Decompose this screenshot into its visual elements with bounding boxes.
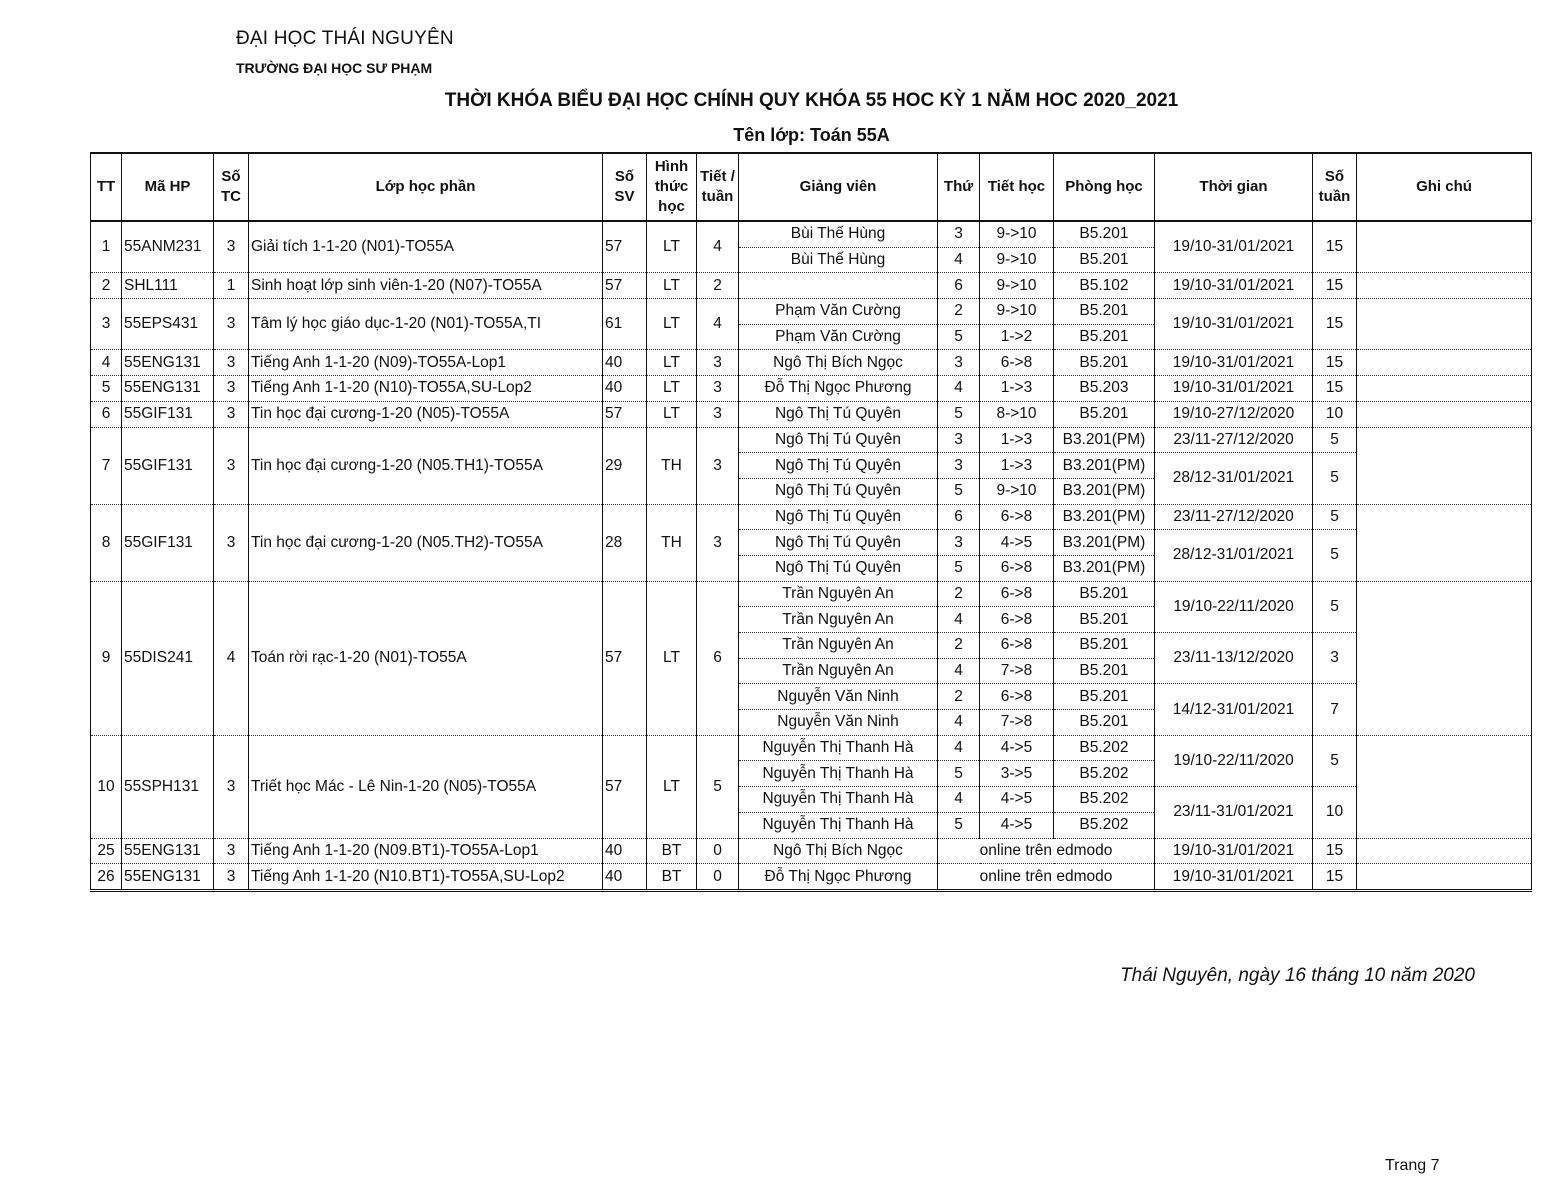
cell-thu: 4 [938,607,980,633]
col-header-tiet-hoc: Tiết học [980,153,1054,221]
cell-giang-vien: Nguyễn Văn Ninh [739,684,938,710]
cell-lop-hoc-phan: Tâm lý học giáo dục-1-20 (N01)-TO55A,TI [249,299,603,350]
cell-ma-hp: SHL111 [122,273,214,299]
cell-so-tuan: 5 [1313,735,1357,786]
cell-thoi-gian: 28/12-31/01/2021 [1155,530,1313,581]
cell-giang-vien: Phạm Văn Cường [739,299,938,325]
cell-thu: 4 [938,710,980,736]
cell-phong-hoc: B5.201 [1054,658,1155,684]
cell-ma-hp: 55ENG131 [122,838,214,864]
cell-hinh-thuc: LT [647,273,697,299]
table-row [91,273,1532,299]
cell-ma-hp: 55EPS431 [122,299,214,350]
table-row [91,838,1532,864]
cell-so-tc: 3 [214,504,249,581]
cell-phong-hoc: B5.201 [1054,247,1155,273]
cell-so-tuan: 5 [1313,453,1357,504]
cell-phong-hoc: B5.201 [1054,350,1155,376]
cell-tt: 25 [91,838,122,864]
cell-giang-vien: Ngô Thị Tú Quyên [739,504,938,530]
cell-tiet-hoc: 4->5 [980,787,1054,813]
cell-so-tuan: 10 [1313,401,1357,427]
cell-ma-hp: 55ENG131 [122,350,214,376]
cell-thu: 3 [938,221,980,247]
cell-tiet-tuan: 2 [697,273,739,299]
cell-hinh-thuc: LT [647,735,697,838]
cell-giang-vien: Ngô Thị Tú Quyên [739,401,938,427]
cell-phong-hoc: B5.201 [1054,633,1155,659]
cell-giang-vien [739,273,938,299]
cell-thu: 4 [938,658,980,684]
cell-giang-vien: Đỗ Thị Ngọc Phương [739,376,938,402]
cell-so-tuan: 7 [1313,684,1357,735]
cell-tt: 3 [91,299,122,350]
cell-thu: 4 [938,247,980,273]
cell-phong-hoc: B3.201(PM) [1054,453,1155,479]
cell-thu: 4 [938,735,980,761]
cell-ghi-chu [1357,504,1532,581]
table-row [91,350,1532,376]
cell-ma-hp: 55DIS241 [122,581,214,735]
cell-tiet-hoc: 6->8 [980,350,1054,376]
col-header-so-sv: Số SV [603,153,647,221]
col-header-phong-hoc: Phòng học [1054,153,1155,221]
cell-ghi-chu [1357,273,1532,299]
cell-giang-vien: Ngô Thị Bích Ngọc [739,350,938,376]
cell-tiet-hoc: 7->8 [980,658,1054,684]
cell-so-tc: 3 [214,401,249,427]
cell-online-note: online trên edmodo [938,838,1155,864]
cell-so-tuan: 15 [1313,864,1357,891]
cell-so-tuan: 15 [1313,350,1357,376]
table-row [91,376,1532,402]
cell-phong-hoc: B5.102 [1054,273,1155,299]
cell-tt: 1 [91,221,122,273]
col-header-thu: Thứ [938,153,980,221]
table-row [91,504,1532,530]
cell-tt: 6 [91,401,122,427]
cell-thoi-gian: 19/10-22/11/2020 [1155,581,1313,632]
cell-hinh-thuc: LT [647,350,697,376]
cell-phong-hoc: B3.201(PM) [1054,427,1155,453]
cell-tiet-tuan: 5 [697,735,739,838]
cell-lop-hoc-phan: Triết học Mác - Lê Nin-1-20 (N05)-TO55A [249,735,603,838]
cell-hinh-thuc: BT [647,838,697,864]
cell-thoi-gian: 19/10-31/01/2021 [1155,273,1313,299]
cell-giang-vien: Nguyễn Văn Ninh [739,710,938,736]
cell-so-sv: 57 [603,401,647,427]
cell-hinh-thuc: LT [647,581,697,735]
col-header-tiet-tuan: Tiết / tuần [697,153,739,221]
cell-giang-vien: Bùi Thế Hùng [739,247,938,273]
cell-tiet-hoc: 6->8 [980,581,1054,607]
cell-so-sv: 57 [603,273,647,299]
cell-ma-hp: 55SPH131 [122,735,214,838]
cell-thoi-gian: 28/12-31/01/2021 [1155,453,1313,504]
table-row [91,735,1532,761]
cell-so-tc: 3 [214,735,249,838]
cell-tt: 8 [91,504,122,581]
cell-thu: 2 [938,299,980,325]
cell-phong-hoc: B5.202 [1054,787,1155,813]
cell-ghi-chu [1357,838,1532,864]
cell-phong-hoc: B3.201(PM) [1054,478,1155,504]
cell-phong-hoc: B5.201 [1054,324,1155,350]
cell-thu: 3 [938,530,980,556]
cell-giang-vien: Đỗ Thị Ngọc Phương [739,864,938,891]
cell-phong-hoc: B5.201 [1054,607,1155,633]
cell-so-tc: 3 [214,838,249,864]
cell-phong-hoc: B3.201(PM) [1054,504,1155,530]
cell-hinh-thuc: LT [647,299,697,350]
table-row [91,864,1532,891]
cell-thu: 3 [938,350,980,376]
cell-so-tuan: 10 [1313,787,1357,838]
cell-so-sv: 57 [603,581,647,735]
col-header-lop-hoc-phan: Lớp học phần [249,153,603,221]
cell-phong-hoc: B5.201 [1054,299,1155,325]
cell-tiet-tuan: 0 [697,838,739,864]
cell-thoi-gian: 19/10-31/01/2021 [1155,350,1313,376]
cell-tiet-hoc: 6->8 [980,607,1054,633]
cell-ghi-chu [1357,401,1532,427]
cell-giang-vien: Trần Nguyên An [739,607,938,633]
table-header-row [91,153,1532,221]
col-header-so-tuan: Số tuần [1313,153,1357,221]
cell-so-sv: 40 [603,350,647,376]
cell-tiet-hoc: 9->10 [980,478,1054,504]
cell-tiet-tuan: 3 [697,376,739,402]
table-row [91,427,1532,453]
cell-thu: 5 [938,761,980,787]
cell-ma-hp: 55ENG131 [122,376,214,402]
cell-hinh-thuc: LT [647,376,697,402]
cell-phong-hoc: B5.201 [1054,581,1155,607]
cell-so-tc: 3 [214,299,249,350]
cell-thu: 6 [938,273,980,299]
cell-so-sv: 57 [603,221,647,273]
cell-so-tuan: 5 [1313,581,1357,632]
cell-thoi-gian: 19/10-31/01/2021 [1155,221,1313,273]
col-header-tt: TT [91,153,122,221]
cell-tiet-hoc: 9->10 [980,299,1054,325]
cell-tiet-hoc: 6->8 [980,633,1054,659]
cell-lop-hoc-phan: Tin học đại cương-1-20 (N05)-TO55A [249,401,603,427]
cell-thoi-gian: 14/12-31/01/2021 [1155,684,1313,735]
timetable [90,152,1532,892]
col-header-giang-vien: Giảng viên [739,153,938,221]
col-header-ma-hp: Mã HP [122,153,214,221]
cell-lop-hoc-phan: Tiếng Anh 1-1-20 (N10)-TO55A,SU-Lop2 [249,376,603,402]
cell-so-tuan: 5 [1313,427,1357,453]
class-name: Tên lớp: Toán 55A [733,125,890,145]
cell-phong-hoc: B5.202 [1054,812,1155,838]
cell-tiet-hoc: 1->3 [980,427,1054,453]
cell-tiet-hoc: 1->3 [980,453,1054,479]
cell-giang-vien: Nguyễn Thị Thanh Hà [739,787,938,813]
cell-tiet-hoc: 9->10 [980,247,1054,273]
cell-so-tc: 3 [214,376,249,402]
cell-so-sv: 28 [603,504,647,581]
cell-giang-vien: Ngô Thị Tú Quyên [739,453,938,479]
cell-tiet-hoc: 1->2 [980,324,1054,350]
cell-phong-hoc: B5.201 [1054,684,1155,710]
table-row [91,299,1532,325]
cell-hinh-thuc: LT [647,401,697,427]
cell-tiet-hoc: 4->5 [980,735,1054,761]
cell-ghi-chu [1357,350,1532,376]
col-header-so-tc: Số TC [214,153,249,221]
table-row [91,221,1532,247]
table-row [91,581,1532,607]
cell-so-tuan: 5 [1313,504,1357,530]
cell-thoi-gian: 19/10-27/12/2020 [1155,401,1313,427]
cell-ghi-chu [1357,581,1532,735]
cell-tiet-hoc: 4->5 [980,530,1054,556]
cell-so-tc: 3 [214,864,249,891]
cell-ma-hp: 55ANM231 [122,221,214,273]
cell-ghi-chu [1357,376,1532,402]
cell-thoi-gian: 23/11-27/12/2020 [1155,504,1313,530]
cell-giang-vien: Bùi Thế Hùng [739,221,938,247]
cell-phong-hoc: B5.201 [1054,710,1155,736]
cell-ghi-chu [1357,427,1532,504]
cell-giang-vien: Ngô Thị Tú Quyên [739,530,938,556]
cell-giang-vien: Nguyễn Thị Thanh Hà [739,812,938,838]
cell-so-tuan: 15 [1313,299,1357,350]
cell-tt: 4 [91,350,122,376]
cell-phong-hoc: B3.201(PM) [1054,530,1155,556]
cell-thu: 5 [938,812,980,838]
cell-tiet-hoc: 9->10 [980,273,1054,299]
cell-thu: 5 [938,478,980,504]
cell-tt: 7 [91,427,122,504]
cell-thu: 3 [938,427,980,453]
document-title: THỜI KHÓA BIỂU ĐẠI HỌC CHÍNH QUY KHÓA 55 HOC KỲ 1 NĂM HOC 2020_2021 [444,90,1179,111]
cell-thu: 2 [938,684,980,710]
cell-lop-hoc-phan: Sinh hoạt lớp sinh viên-1-20 (N07)-TO55A [249,273,603,299]
cell-thoi-gian: 19/10-22/11/2020 [1155,735,1313,786]
cell-ghi-chu [1357,864,1532,891]
cell-phong-hoc: B5.201 [1054,401,1155,427]
cell-so-sv: 40 [603,376,647,402]
cell-giang-vien: Ngô Thị Tú Quyên [739,478,938,504]
cell-giang-vien: Phạm Văn Cường [739,324,938,350]
cell-so-tuan: 15 [1313,221,1357,273]
cell-phong-hoc: B5.201 [1054,221,1155,247]
cell-ghi-chu [1357,299,1532,350]
cell-so-sv: 40 [603,864,647,891]
cell-giang-vien: Trần Nguyên An [739,633,938,659]
cell-thu: 6 [938,504,980,530]
cell-lop-hoc-phan: Tin học đại cương-1-20 (N05.TH2)-TO55A [249,504,603,581]
footer-date: Thái Nguyên, ngày 16 tháng 10 năm 2020 [1120,965,1475,986]
cell-thoi-gian: 19/10-31/01/2021 [1155,376,1313,402]
cell-hinh-thuc: TH [647,427,697,504]
cell-tiet-hoc: 3->5 [980,761,1054,787]
cell-phong-hoc: B5.202 [1054,735,1155,761]
university-name: ĐẠI HỌC THÁI NGUYÊN [236,28,454,49]
table-row [91,401,1532,427]
cell-thoi-gian: 23/11-31/01/2021 [1155,787,1313,838]
cell-giang-vien: Ngô Thị Bích Ngọc [739,838,938,864]
cell-tiet-tuan: 3 [697,504,739,581]
cell-thoi-gian: 23/11-27/12/2020 [1155,427,1313,453]
cell-thoi-gian: 23/11-13/12/2020 [1155,633,1313,684]
col-header-hinh-thuc: Hình thức học [647,153,697,221]
cell-tiet-hoc: 1->3 [980,376,1054,402]
cell-so-tc: 1 [214,273,249,299]
cell-so-tc: 3 [214,221,249,273]
cell-tiet-tuan: 6 [697,581,739,735]
cell-so-sv: 57 [603,735,647,838]
cell-tiet-tuan: 0 [697,864,739,891]
cell-ma-hp: 55GIF131 [122,504,214,581]
cell-so-tc: 3 [214,427,249,504]
cell-giang-vien: Nguyễn Thị Thanh Hà [739,761,938,787]
cell-giang-vien: Nguyễn Thị Thanh Hà [739,735,938,761]
cell-tt: 9 [91,581,122,735]
cell-lop-hoc-phan: Tiếng Anh 1-1-20 (N09.BT1)-TO55A-Lop1 [249,838,603,864]
cell-thu: 3 [938,453,980,479]
cell-so-tuan: 15 [1313,376,1357,402]
cell-tt: 2 [91,273,122,299]
cell-phong-hoc: B5.203 [1054,376,1155,402]
cell-ma-hp: 55GIF131 [122,427,214,504]
cell-tt: 10 [91,735,122,838]
cell-so-tuan: 5 [1313,530,1357,581]
cell-lop-hoc-phan: Giải tích 1-1-20 (N01)-TO55A [249,221,603,273]
cell-so-tuan: 15 [1313,838,1357,864]
cell-tiet-hoc: 8->10 [980,401,1054,427]
cell-tiet-hoc: 6->8 [980,555,1054,581]
cell-tiet-hoc: 6->8 [980,504,1054,530]
cell-so-sv: 40 [603,838,647,864]
cell-tiet-hoc: 4->5 [980,812,1054,838]
cell-so-sv: 29 [603,427,647,504]
cell-hinh-thuc: BT [647,864,697,891]
col-header-thoi-gian: Thời gian [1155,153,1313,221]
cell-ma-hp: 55ENG131 [122,864,214,891]
cell-tiet-hoc: 9->10 [980,221,1054,247]
school-name: TRƯỜNG ĐẠI HỌC SƯ PHẠM [236,60,433,76]
cell-lop-hoc-phan: Tin học đại cương-1-20 (N05.TH1)-TO55A [249,427,603,504]
cell-giang-vien: Ngô Thị Tú Quyên [739,427,938,453]
cell-thoi-gian: 19/10-31/01/2021 [1155,864,1313,891]
cell-so-tc: 4 [214,581,249,735]
cell-thoi-gian: 19/10-31/01/2021 [1155,299,1313,350]
cell-tt: 26 [91,864,122,891]
cell-lop-hoc-phan: Tiếng Anh 1-1-20 (N10.BT1)-TO55A,SU-Lop2 [249,864,603,891]
page-number: Trang 7 [1385,1157,1440,1174]
cell-ma-hp: 55GIF131 [122,401,214,427]
cell-thu: 5 [938,324,980,350]
cell-hinh-thuc: LT [647,221,697,273]
cell-thu: 4 [938,376,980,402]
cell-phong-hoc: B5.202 [1054,761,1155,787]
cell-tiet-tuan: 4 [697,221,739,273]
cell-giang-vien: Ngô Thị Tú Quyên [739,555,938,581]
cell-tiet-tuan: 3 [697,427,739,504]
cell-tiet-tuan: 4 [697,299,739,350]
cell-tiet-tuan: 3 [697,350,739,376]
cell-giang-vien: Trần Nguyên An [739,658,938,684]
cell-so-tuan: 15 [1313,273,1357,299]
cell-tt: 5 [91,376,122,402]
cell-giang-vien: Trần Nguyên An [739,581,938,607]
timetable-body [91,221,1532,890]
cell-tiet-hoc: 6->8 [980,684,1054,710]
cell-so-tuan: 3 [1313,633,1357,684]
cell-thu: 4 [938,787,980,813]
cell-ghi-chu [1357,221,1532,273]
cell-thu: 2 [938,633,980,659]
cell-tiet-tuan: 3 [697,401,739,427]
cell-thu: 2 [938,581,980,607]
cell-so-sv: 61 [603,299,647,350]
cell-online-note: online trên edmodo [938,864,1155,891]
cell-lop-hoc-phan: Toán rời rạc-1-20 (N01)-TO55A [249,581,603,735]
cell-ghi-chu [1357,735,1532,838]
cell-phong-hoc: B3.201(PM) [1054,555,1155,581]
col-header-ghi-chu: Ghi chú [1357,153,1532,221]
cell-so-tc: 3 [214,350,249,376]
cell-lop-hoc-phan: Tiếng Anh 1-1-20 (N09)-TO55A-Lop1 [249,350,603,376]
cell-tiet-hoc: 7->8 [980,710,1054,736]
cell-hinh-thuc: TH [647,504,697,581]
cell-thu: 5 [938,555,980,581]
cell-thoi-gian: 19/10-31/01/2021 [1155,838,1313,864]
cell-thu: 5 [938,401,980,427]
